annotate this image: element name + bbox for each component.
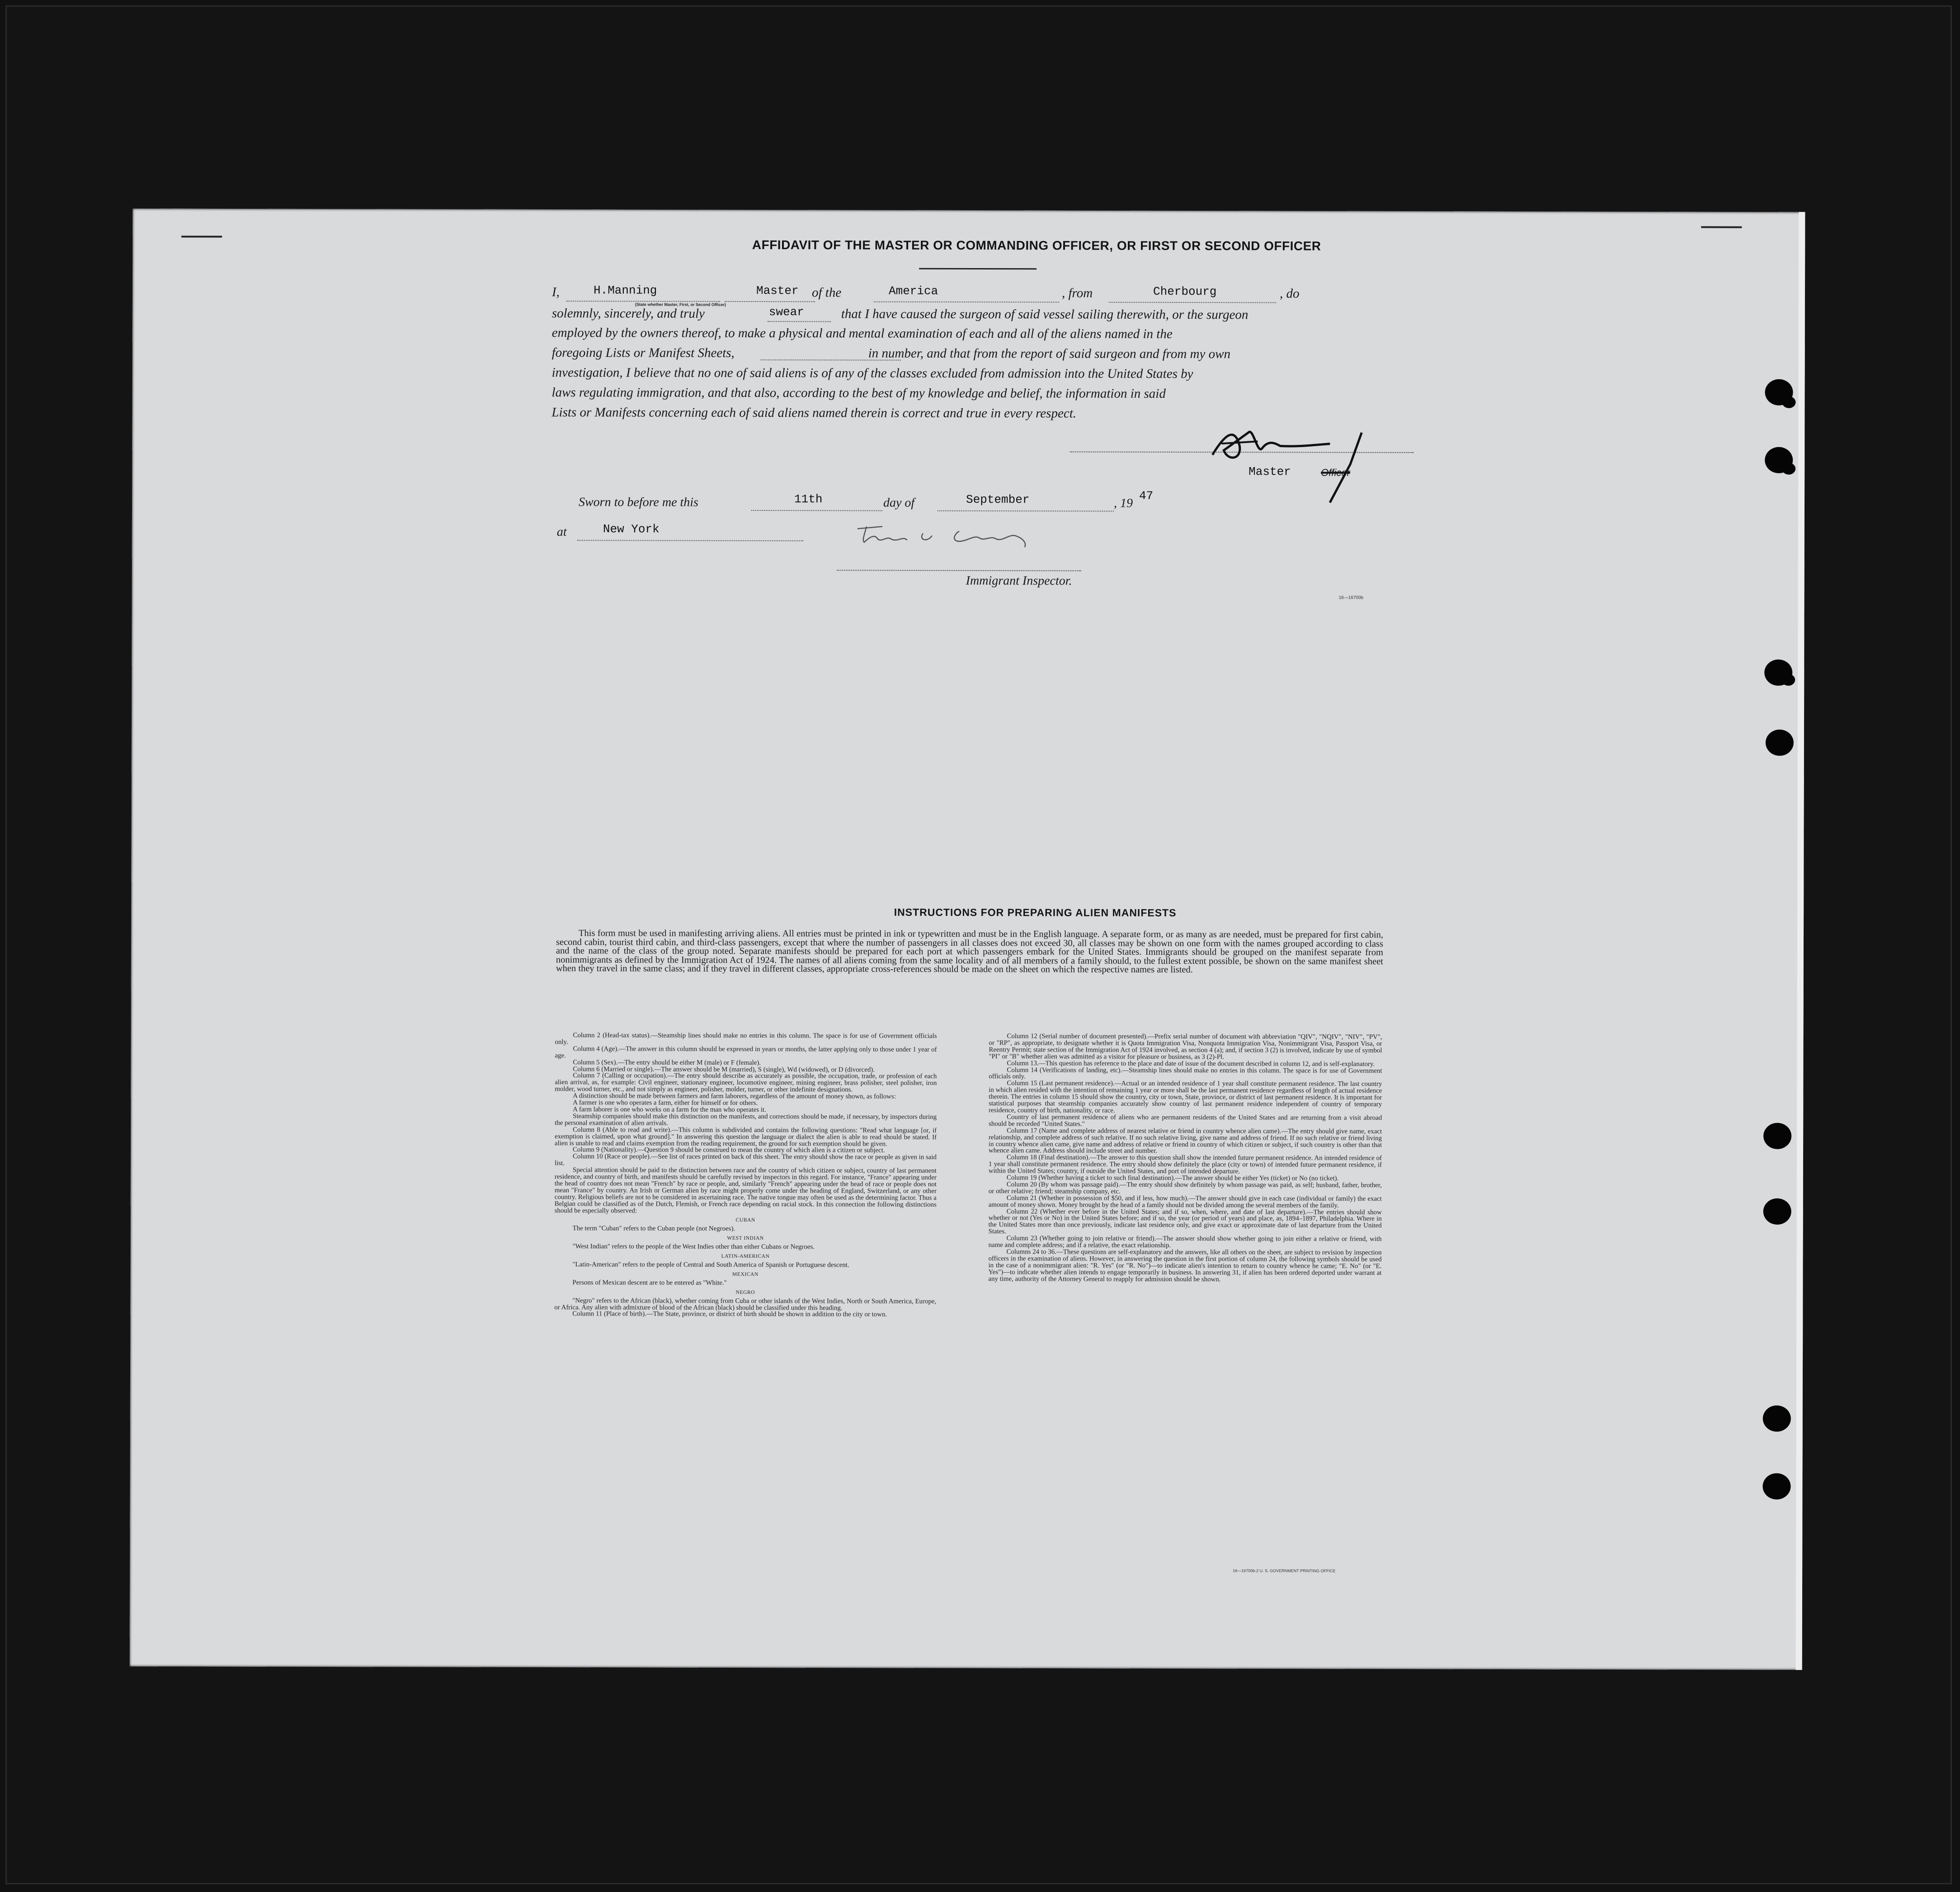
affidavit-line-1 (552, 283, 1402, 303)
instructions-right-column (988, 1033, 1382, 1283)
right-para-13: Columns 24 to 36.—These questions are self-explanatory and the answers, like all others on the sheet, are subject to revision by inspection officers in the examination of aliens. However, in answering the question in the first portion of column 24, the following symbols should be used in the case of a nonimmigrant alien: "R. Yes" (or "R. No")—to indicate alien's intention to return to country whence he came; "E. No" (or "E. Yes")—to indicate whether alien intends to engage temporarily in business. In answering 31, if alien has been ordered deported under warrant at any time, authority of the Attorney General to reapply for admission should be shown. (988, 1248, 1382, 1283)
sworn-day: 11th (794, 492, 823, 506)
left-para-4: Column 6 (Married or single).—The answer should be M (married), S (single), Wd (widowed), or D (divorced). (573, 1065, 875, 1074)
left-para-3: Column 5 (Sex).—The entry should be either M (male) or F (female). (573, 1058, 761, 1066)
left-para-2: Column 4 (Age).—The answer in this column should be expressed in years or months, the latter applying only to those under 1 year of age. (555, 1045, 937, 1059)
left-para-19: Column 11 (Place of birth).—The State, province, or district of birth should be shown in addition to the city or town. (572, 1310, 887, 1319)
master-signature (1208, 419, 1402, 505)
right-para-7: Column 18 (Final destination).—The answer to this question shall show the intended future permanent residence. An intended residence of 1 year shall constitute permanent residence. The entry should show definitely the place (city or town) of intended future permanent residence, if within the United States; country, if outside the United States, and port of intended departure. (988, 1154, 1382, 1175)
right-para-2: Column 13.—This question has reference to the place and date of issue of the document described in column 12, and is self-explanatory. (1007, 1059, 1375, 1068)
instructions-intro (556, 929, 1383, 975)
right-para-10: Column 21 (Whether in possession of $50, and if less, how much).—The answer should give in each case (individual or family) the exact amount of money shown. Money brought by the head of a family should not be divided among the several members of the family. (988, 1194, 1382, 1209)
sworn-month: September (966, 492, 1030, 507)
departure-port: Cherbourg (1153, 284, 1217, 299)
affidavit-title: AFFIDAVIT OF THE MASTER OR COMMANDING OFFICER, OR FIRST OR SECOND OFFICER (752, 237, 1321, 253)
left-para-12: Column 10 (Race or people).—See list of races printed on back of this sheet. The entry should show the race or people as given in said list. (554, 1153, 937, 1167)
affidavit-line-2 (552, 304, 1402, 324)
inspector-signature-line (837, 570, 1081, 571)
fill-line-place (577, 540, 803, 541)
line2-post: that I have caused the surgeon of said vessel sailing therewith, or the surgeon (841, 307, 1249, 322)
punch-hole-tail (1782, 396, 1795, 408)
line1-lead: I, (551, 285, 560, 300)
right-para-12: Column 23 (Whether going to join relative or friend).—The answer should show whether going to join either a relative or friend, with name and complete address; and if a relative, the exact relationship. (988, 1235, 1382, 1250)
left-para-6: A distinction should be made between farmers and farm laborers, regardless of the amount of money shown, as follows: (573, 1092, 896, 1100)
inspector-signature (855, 522, 1045, 549)
left-para-18: "Negro" refers to the African (black), whether coming from Cuba or other islands of the West Indies, North or South America, Europe, or Africa. Any alien with admixture of blood of the African (black) should be classified under this heading. (554, 1297, 937, 1312)
officer-rank: Master (756, 284, 799, 298)
right-para-1: Column 12 (Serial number of document presented).—Prefix serial number of document with abbreviation "QIV", "NQIV", "NIV", "PV", or "RP", as appropriate, to designate whether it is Quota Immigration Visa, Nonquota Immigration Visa, Nonimmigrant Visa, Passport Visa, or Reentry Permit; state section of the Immigration Act of 1924 involved, as section 4 (a); and, if section 3 (2) is involved, indicate by use of symbol "PI" or "B" whether alien was admitted as a visitor for pleasure or business, as 3 (2)-Pl. (989, 1033, 1382, 1061)
right-para-9: Column 20 (By whom was passage paid).—The entry should show definitely by whom passage was paid, as self; husband, father, brother, or other relative; friend; steamship company, etc. (988, 1181, 1382, 1195)
master-name: H.Manning (593, 283, 657, 297)
at-label: at (556, 525, 567, 539)
left-para-9: Steamship companies should make this distinction on the manifests, and corrections should be made, if necessary, by inspectors during the personal examination of alien arrivals. (555, 1113, 937, 1127)
fill-line-ship (874, 302, 1059, 303)
affidavit-line-4 (552, 344, 1402, 363)
left-para-7: A farmer is one who operates a farm, either for himself or for others. (573, 1099, 758, 1107)
instructions-left-column (554, 1032, 937, 1318)
oath-word: swear (768, 305, 804, 319)
title-underline (919, 268, 1037, 270)
form-code-lower: 16—16700b-2 U. S. GOVERNMENT PRINTING OFFICE (1233, 1568, 1336, 1573)
right-para-8: Column 19 (Whether having a ticket to such final destination).—The answer should be either Yes (ticket) or No (no ticket). (1006, 1174, 1339, 1182)
ship-name: America (888, 284, 938, 298)
from-label: , from (1061, 286, 1093, 301)
left-para-11: Column 9 (Nationality).—Question 9 should be construed to mean the country of which alien is a citizen or subject. (573, 1146, 885, 1155)
left-para-17: Persons of Mexican descent are to be entered as "White." (572, 1279, 727, 1287)
fill-line-rank (725, 301, 815, 302)
heading-mexican: MEXICAN (732, 1271, 759, 1277)
do-label: , do (1279, 286, 1300, 301)
affidavit-line-6: laws regulating immigration, and that also, according to the best of my knowledge and belief, the information in said (551, 385, 1166, 401)
right-para-6: Column 17 (Name and complete address of nearest relative or friend in country whence alien came).—The entry should give name, exact relationship, and complete address of such relative. If no such relative living, give name and address of friend. If no such relative or friend living in country whence alien came, give name and address of relative or friend in country of which citizen or subject, if such country is other than that whence alien came. Address should include street and number. (989, 1127, 1382, 1155)
affidavit-line-3: employed by the owners thereof, to make a physical and mental examination of each and all of the aliens named in the (551, 326, 1173, 341)
year-prefix: , 19 (1113, 496, 1133, 510)
punch-hole (1763, 1406, 1791, 1432)
form-code-upper: 16—16700b (1338, 595, 1364, 600)
punch-hole-tail (1782, 463, 1795, 475)
sworn-place: New York (603, 522, 660, 536)
left-para-16: "Latin-American" refers to the people of Central and South America of Spanish or Portuguese descent. (572, 1261, 849, 1269)
punch-hole (1762, 1473, 1790, 1500)
right-para-4: Column 15 (Last permanent residence).—Actual or an intended residence of 1 year shall constitute permanent residence. The last country in which alien resided with the intention of remaining 1 year or more shall be the last permanent residence regardless of length of actual residence therein. The entries in column 15 should show the country, city or town, State, province, or district of last permanent residence. It is important for statistical purposes that steamship companies accurately show country of last permanent residence independent of country of temporary residence, country of birth, nationality, or race. (989, 1080, 1382, 1114)
left-para-1: Column 2 (Head-tax status).—Steamship lines should make no entries in this column. The space is for use of Government officials only. (555, 1032, 937, 1046)
right-para-3: Column 14 (Verifications of landing, etc).—Steamship lines should make no entries in this column. The space is for use of Government officials only. (989, 1066, 1382, 1080)
line2-pre: solemnly, sincerely, and truly (551, 306, 705, 321)
left-para-10: Column 8 (Able to read and write).—This column is subdivided and contains the following questions: "Read what language [or, if exemption is claimed, upon what ground]." In answering this question the language or dialect the alien is able to read should be stated. If alien is unable to read and claims exemption from the reading requirement, the ground for such exemption should be given. (555, 1126, 937, 1148)
of-the-label: of the (811, 285, 842, 300)
right-para-5: Country of last permanent residence of aliens who are permanent residents of the United States and are returning from a visit abroad should be recorded "United States." (989, 1113, 1382, 1128)
left-para-14: The term "Cuban" refers to the Cuban people (not Negroes). (572, 1225, 735, 1233)
left-para-8: A farm laborer is one who works on a farm for the man who operates it. (573, 1106, 766, 1114)
affidavit-line-5: investigation, I believe that no one of said aliens is of any of the classes excluded from admission into the United States by (551, 365, 1193, 382)
inspector-label: Immigrant Inspector. (966, 573, 1072, 588)
year-suffix: 47 (1139, 489, 1154, 503)
rank-instruction-note: (State whether Master, First, or Second Officer) (635, 302, 726, 307)
line4-pre: foregoing Lists or Manifest Sheets, (551, 345, 735, 360)
fill-line-month (938, 510, 1114, 512)
line4-post: in number, and that from the report of said surgeon and from my own (868, 346, 1231, 362)
punch-hole (1766, 730, 1794, 756)
signer-title-struck: Officer (1321, 467, 1350, 478)
sworn-lead: Sworn to before me this (578, 495, 699, 510)
fill-line-name (566, 301, 720, 302)
heading-latin-american: LATIN-AMERICAN (721, 1253, 770, 1260)
heading-cuban: CUBAN (735, 1217, 755, 1223)
left-para-5: Column 7 (Calling or occupation).—The entry should describe as accurately as possible, the occupation, trade, or profession of each alien arrival, as, for example: Civil engineer, stationary engineer, locomotive engineer, mining engineer, brass polisher, steel polisher, iron molder, wood turner, etc., and not simply as engineer, polisher, molder, turner, or other indefinite designations. (555, 1072, 937, 1094)
signer-title: Master (1249, 465, 1291, 479)
punch-hole (1763, 1123, 1791, 1149)
punch-hole (1763, 1198, 1791, 1225)
punch-hole-tail (1781, 674, 1795, 686)
affidavit-line-7: Lists or Manifests concerning each of said aliens named therein is correct and true in every respect. (551, 405, 1077, 421)
heading-negro: NEGRO (735, 1289, 755, 1295)
document-page (130, 208, 1805, 1670)
intro-paragraph: This form must be used in manifesting arriving aliens. All entries must be printed in ink or typewritten and must be in the English language. A separate form, or as many as are needed, must be prepared for first cabin, second cabin, tourist third cabin, and third-class passengers, except that where the number of passengers in all classes does not exceed 30, all classes may be shown on one form with the names grouped according to class and the name of the class of the group noted. Separate manifests should be prepared for each port at which passengers embark for the United States. Immigrants should be grouped on the manifest separate from nonimmigrants as defined by the Immigration Act of 1924. The names of all aliens coming from the same locality and of all members of a family should, to the fullest extent possible, be shown on the same manifest sheet when they travel in the same class; and if they travel in different classes, appropriate cross-references should be made on the sheet on which the respective names are listed. (556, 928, 1384, 975)
day-of-label: day of (883, 495, 915, 510)
heading-west-indian: WEST INDIAN (727, 1236, 764, 1241)
corner-mark-right (1701, 226, 1742, 228)
fill-line-day (751, 510, 882, 511)
fill-line-port (1109, 302, 1276, 303)
instructions-title: INSTRUCTIONS FOR PREPARING ALIEN MANIFESTS (894, 906, 1177, 919)
fill-line-oath (768, 321, 831, 322)
left-para-15: "West Indian" refers to the people of the West Indies other than either Cubans or Negroes. (572, 1243, 815, 1251)
left-para-13: Special attention should be paid to the distinction between race and the country of which citizen or subject, country of last permanent residence, and country of birth, and manifests should be carefully revised by inspectors in this regard. For instance, "France" appearing under the head of country does not mean "French" by race or people, and, similarly "French" appearing under the head of race or people does not mean "France" by country. An Irish or German alien by race might properly come under the heading of England, Switzerland, or any other country. Religious beliefs are not to be considered in ascertaining race. The native tongue may often be used as the determining factor. Thus a Belgian could be classified as of the Dutch, Flemish, or French race depending on racial stock. In this connection the following distinctions should be especially observed: (554, 1166, 937, 1215)
corner-mark-left (181, 236, 222, 237)
right-para-11: Column 22 (Whether ever before in the United States; and if so, when, where, and date of last departure).—The entries should show whether or not (Yes or No) in the United States before; and if so, the year (or period of years) and place, as, 1894–1897, Philadelphia. Where in the United States more than once previously, indicate last residence only, and give exact or approximate date of last departure from the United States. (988, 1208, 1382, 1236)
